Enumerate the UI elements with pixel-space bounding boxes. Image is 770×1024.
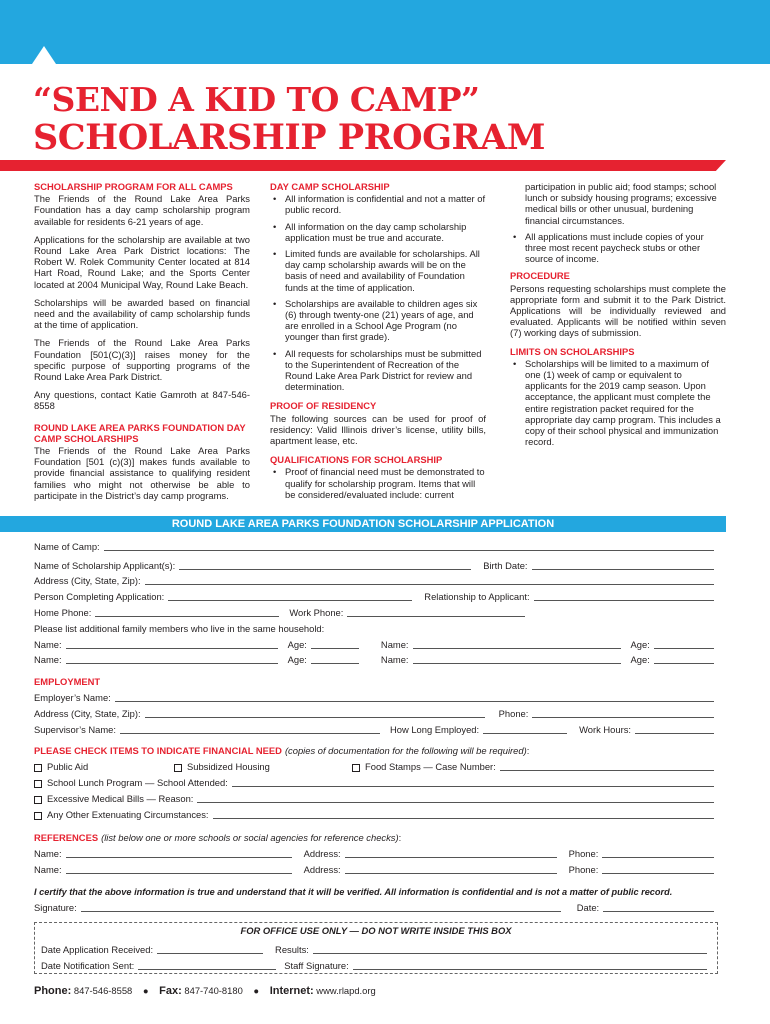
bullet-list [270,193,486,392]
form-row [34,687,718,703]
form-row [34,772,718,788]
checkbox-label: Excessive Medical Bills — Reason: [47,792,194,804]
application-title-bar: ROUND LAKE AREA PARKS FOUNDATION SCHOLARSHIP APPLICATION [0,516,726,532]
bullet-list [510,358,726,448]
field-label: Age: [287,638,307,650]
school-lunch-checkbox[interactable] [34,780,42,788]
form-row [34,719,718,735]
financial-need-heading: PLEASE CHECK ITEMS TO INDICATE FINANCIAL NEED [34,745,282,757]
school-attended-field[interactable] [232,777,714,787]
form-row [34,602,718,618]
field-label: Results: [275,944,309,955]
certification-statement: I certify that the above information is true and understand that it will be verified. All information is confidential and is not a matter of public record. [34,886,673,897]
list-item: • Proof of financial need must be demonstrated to qualify for scholarship program. Items that will be considered/evaluated include: current [270,466,486,500]
applicant-name-field[interactable] [179,560,471,570]
signature-field[interactable] [81,902,561,912]
field-label: Address: [303,848,341,860]
section-heading: PROCEDURE [510,270,570,282]
banner-notch [32,46,56,64]
bullet-separator: ● [142,985,149,996]
reference-phone-field[interactable] [602,864,714,874]
date-received-field[interactable] [157,944,263,954]
section-heading: ROUND LAKE AREA PARKS FOUNDATION DAY CAMP SCHOLARSHIPS [34,421,246,444]
list-item: • All requests for scholarships must be submitted to the Superintendent of Recreation of the Round Lake Area Park District for review and determination. [270,348,486,393]
field-label: Signature: [34,901,77,913]
page-title-line2: SCHOLARSHIP PROGRAM [33,117,546,158]
punctuation: : [526,745,530,757]
field-label: Address: [303,863,341,875]
form-row [34,828,718,844]
field-label: Phone: [568,848,599,860]
form-row [34,671,718,687]
family-name-field[interactable] [66,654,278,664]
form-row [34,650,718,666]
form-row [34,843,718,859]
list-item-continued: participation in public aid; food stamps; school lunch or subsidy housing programs; excessive medical bills or other unusual, burdening financial circumstances. [525,181,717,226]
field-label: Date: [576,901,600,913]
punctuation: : [398,832,402,844]
list-item: • Scholarships will be limited to a maximum of one (1) week of camp or equivalent to applicants for the 2019 camp season. Upon acceptance, the applicant must complete the entire registration packet required for the appropriate day camp program. This includes a copy of their school physical and immunization record. [510,358,726,448]
field-label: Name of Camp: [34,540,100,552]
list-item: • Limited funds are available for scholarships. All day camp scholarship awards will be on the basis of need and availability of Foundation funds at the time of application. [270,248,486,293]
info-column-2 [270,181,486,505]
bullet-list [270,466,486,500]
section-heading: QUALIFICATIONS FOR SCHOLARSHIP [270,454,443,466]
field-label: Birth Date: [483,559,528,571]
family-age-field[interactable] [311,639,359,649]
field-label: Name: [34,654,62,666]
contact-footer [34,985,376,997]
subsidized-housing-checkbox[interactable] [174,764,182,772]
bullet-separator: ● [253,985,260,996]
field-label: Home Phone: [34,606,92,618]
field-label: Date Application Received: [41,944,154,955]
staff-signature-field[interactable] [353,960,707,970]
field-label: Person Completing Application: [34,591,165,603]
checkbox-label: Public Aid [47,761,89,773]
medical-bills-checkbox[interactable] [34,796,42,804]
field-label: Work Hours: [579,723,632,735]
field-label: Relationship to Applicant: [424,591,530,603]
field-label: Date Notification Sent: [41,960,135,971]
paragraph: Scholarships will be awarded based on financial need and the availability of camp scholarship funds at the time of application. [34,296,250,331]
bullet-list [510,181,726,264]
phone-label: Phone: [34,985,72,997]
paragraph: The Friends of the Round Lake Area Parks Foundation [501(C)(3)] raises money for the specific purpose of supporting programs of the Round Lake Area Park District. [34,337,250,383]
field-label: Supervisor’s Name: [34,723,116,735]
food-stamps-checkbox[interactable] [352,764,360,772]
form-row [34,586,718,602]
office-use-box [34,922,718,974]
field-label: Employer’s Name: [34,691,111,703]
field-label: Name: [380,638,409,650]
work-phone-field[interactable] [347,607,525,617]
employer-address-field[interactable] [145,708,485,718]
field-label: Name: [380,654,409,666]
field-label: Staff Signature: [284,960,349,971]
field-label: Work Phone: [289,606,344,618]
reference-address-field[interactable] [345,848,557,858]
employer-name-field[interactable] [115,692,714,702]
other-circumstances-checkbox[interactable] [34,812,42,820]
field-label: How Long Employed: [389,723,480,735]
field-label: Age: [630,638,650,650]
info-column-1 [34,181,250,508]
website-link[interactable]: www.rlapd.org [316,985,376,996]
employer-phone-field[interactable] [532,708,714,718]
page-title-line1: “SEND A KID TO CAMP” [33,80,480,119]
list-item: • All information is confidential and not a matter of public record. [270,193,486,215]
checkbox-label: Any Other Extenuating Circumstances: [47,808,209,820]
field-label: Address (City, State, Zip): [34,575,141,587]
family-age-field[interactable] [311,654,359,664]
case-number-field[interactable] [500,761,714,771]
internet-label: Internet: [269,985,314,997]
checkbox-label: Food Stamps — Case Number: [365,761,496,773]
address-field[interactable] [145,575,714,585]
field-label: Name of Scholarship Applicant(s): [34,559,176,571]
form-row [34,634,718,650]
checkbox-label: School Lunch Program — School Attended: [47,776,228,788]
section-heading: SCHOLARSHIP PROGRAM FOR ALL CAMPS [34,181,233,192]
form-row [34,703,718,719]
paragraph: Applications for the scholarship are available at two Round Lake Area Park District locations: The Robert W. Rolek Community Center located at 814 Hart Road, Round Lake; and the Sports Center located at 2004 Municipal Way, Round Lake Beach. [34,233,250,290]
application-form [34,536,718,913]
home-phone-field[interactable] [95,607,279,617]
reference-name-field[interactable] [66,864,292,874]
date-notification-field[interactable] [138,960,276,970]
fax-number: 847-740-8180 [184,985,243,996]
form-row [41,955,711,971]
form-row [34,788,718,804]
list-item: • Scholarships are available to children ages six (6) through twenty-one (21) years of age, and are enrolled in a School Age Program (no younger than first grade). [270,298,486,343]
form-row [34,741,718,757]
other-circumstances-field[interactable] [213,809,714,819]
field-label: Name: [34,863,62,875]
family-name-field[interactable] [413,654,621,664]
results-field[interactable] [313,944,707,954]
section-heading: LIMITS ON SCHOLARSHIPS [510,345,635,357]
name-of-camp-field[interactable] [104,541,714,551]
form-row [34,804,718,820]
info-column-3 [510,181,726,452]
reference-name-field[interactable] [66,848,292,858]
field-label: Age: [630,654,650,666]
paragraph: The Friends of the Round Lake Area Parks Foundation [501 (c)(3)] makes funds available to provide financial assistance to qualifying resident families who might not otherwise be able to participate in the District’s day camp programs. [34,445,250,501]
form-row [34,571,718,587]
field-label: Name: [34,638,62,650]
work-hours-field[interactable] [635,724,714,734]
person-completing-field[interactable] [168,591,412,601]
references-heading: REFERENCES [34,832,99,844]
supervisor-field[interactable] [120,724,380,734]
relationship-field[interactable] [534,591,714,601]
list-item: • All information on the day camp scholarship application must be true and accurate. [270,221,486,243]
checkbox-label: Subsidized Housing [187,761,270,773]
top-banner [0,0,770,64]
signature-date-field[interactable] [603,902,714,912]
fax-label: Fax: [159,985,182,997]
family-age-field[interactable] [654,654,714,664]
form-row [34,555,718,571]
form-row [34,859,718,875]
field-label: Phone: [498,707,529,719]
field-label: Name: [34,848,62,860]
how-long-employed-field[interactable] [483,724,567,734]
field-label: Please list additional family members who live in the same household: [34,622,325,634]
field-label: Phone: [568,863,599,875]
section-heading: PROOF OF RESIDENCY [270,400,377,412]
birth-date-field[interactable] [532,560,714,570]
family-name-field[interactable] [413,639,621,649]
paragraph: The following sources can be used for proof of residency: Valid Illinois driver’s license, utility bills, apartment lease, etc. [270,412,486,447]
form-row [41,939,711,955]
family-age-field[interactable] [654,639,714,649]
family-name-field[interactable] [66,639,278,649]
title-divider [0,160,726,171]
reference-phone-field[interactable] [602,848,714,858]
paragraph: The Friends of the Round Lake Area Parks Foundation has a day camp scholarship program available for residents 6-21 years of age. [34,193,250,227]
public-aid-checkbox[interactable] [34,764,42,772]
medical-reason-field[interactable] [197,793,714,803]
office-use-heading: FOR OFFICE USE ONLY — DO NOT WRITE INSIDE THIS BOX [240,925,512,936]
field-label: Address (City, State, Zip): [34,707,141,719]
paragraph: Persons requesting scholarships must complete the appropriate form and submit it to the Park District. Applications will be individually reviewed and evaluated. Applicants will be notified within seven (7) working days of submission. [510,282,726,339]
field-label: Age: [287,654,307,666]
reference-address-field[interactable] [345,864,557,874]
contact-paragraph: Any questions, contact Katie Gamroth at 847-546-8558 [34,389,250,412]
form-row [34,618,718,634]
employment-heading: EMPLOYMENT [34,676,101,688]
form-row [34,897,718,913]
list-item: • All applications must include copies of your three most recent paycheck stubs or other source of income. [510,231,726,265]
form-row [34,756,718,772]
references-note: (list below one or more schools or social agencies for reference checks) [101,832,399,844]
financial-need-note: (copies of documentation for the following will be required) [284,745,527,757]
section-heading: DAY CAMP SCHOLARSHIP [270,181,390,192]
form-row [34,536,718,552]
phone-number: 847-546-8558 [73,985,133,996]
